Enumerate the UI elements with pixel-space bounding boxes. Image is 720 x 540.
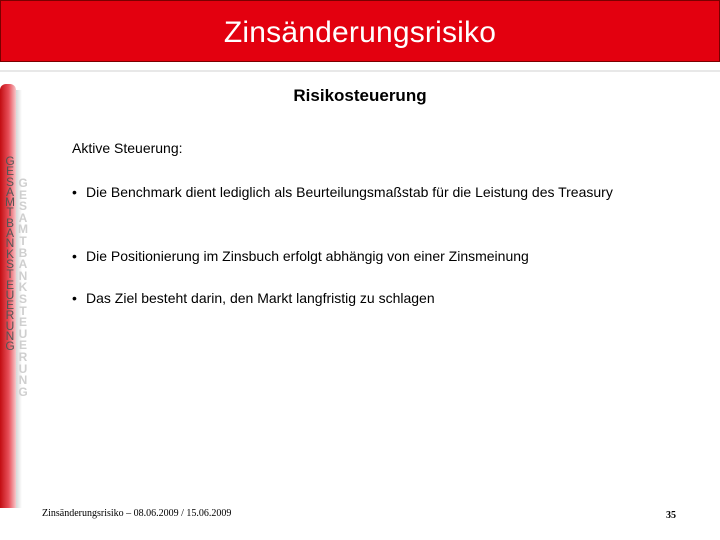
bullet-marker: •: [72, 290, 77, 306]
footer-text: Zinsänderungsrisiko – 08.06.2009 / 15.06.2009: [42, 508, 232, 519]
header-divider: [0, 70, 720, 72]
vertical-section-label: G E S A M T B A N K S T E U E R U N G: [5, 154, 15, 354]
list-item: [72, 288, 435, 308]
bullet-text: Das Ziel besteht darin, den Markt langfristig zu schlagen: [86, 290, 435, 306]
list-item: [72, 246, 529, 266]
list-item: [72, 182, 613, 202]
footer-divider: [30, 506, 690, 507]
lead-text: Aktive Steuerung:: [72, 140, 183, 156]
title-bar: [0, 0, 720, 62]
bullet-marker: •: [72, 184, 77, 200]
bullet-text: Die Positionierung im Zinsbuch erfolgt abhängig von einer Zinsmeinung: [86, 248, 529, 264]
vertical-watermark-shadow: G E S A M T B A N K S T E U E R U N G: [18, 176, 28, 399]
slide-title: Zinsänderungsrisiko: [223, 16, 497, 49]
bullet-marker: •: [72, 248, 77, 264]
bullet-text: Die Benchmark dient lediglich als Beurteilungsmaßstab für die Leistung des Treasury: [86, 184, 613, 200]
page-number: 35: [666, 510, 676, 521]
section-subtitle: Risikosteuerung: [293, 86, 427, 105]
